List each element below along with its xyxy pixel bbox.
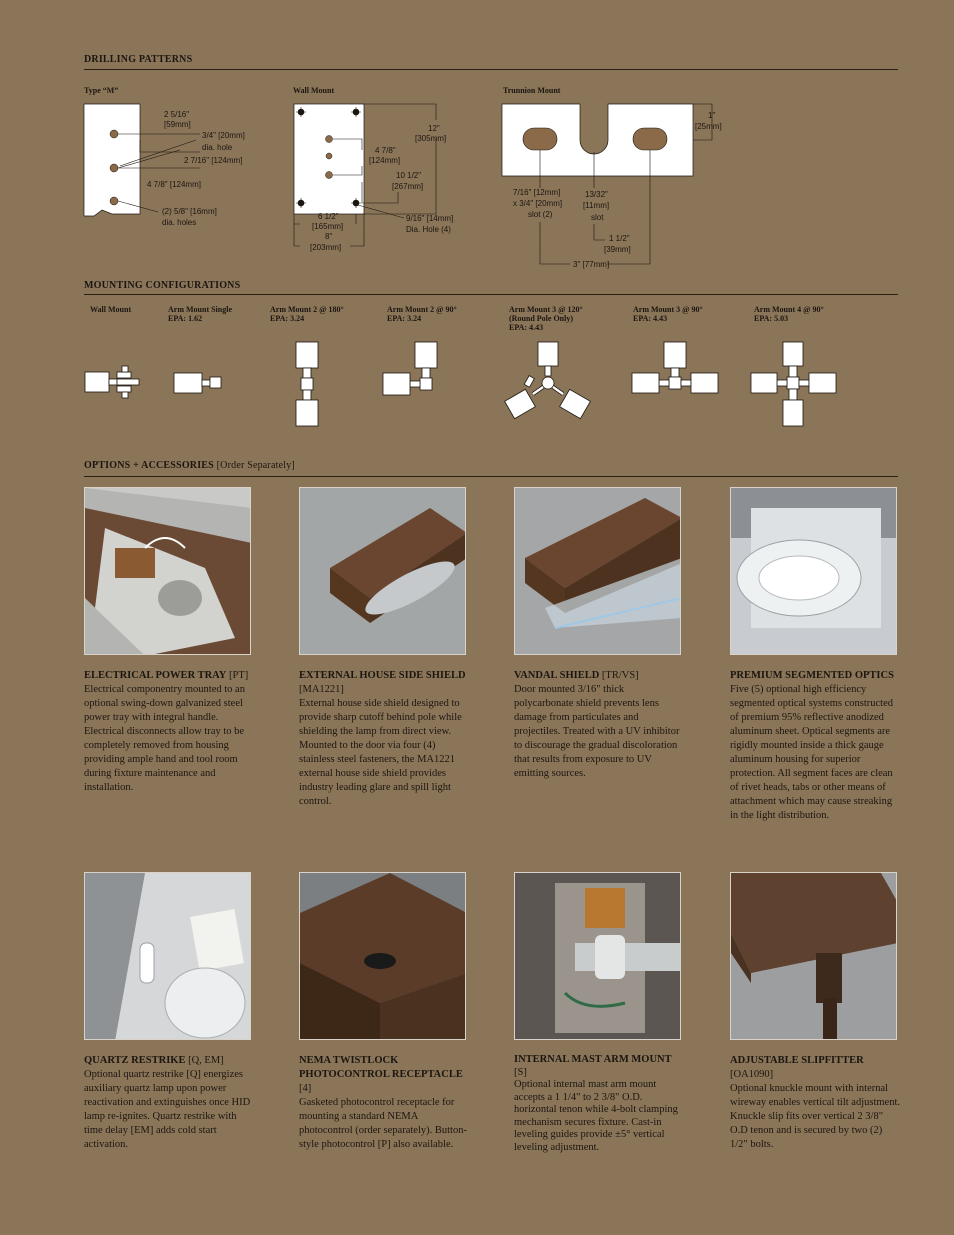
photo-adjustable-slipfitter — [730, 872, 897, 1040]
wall-dim-6b: Dia. Hole (4) — [406, 225, 451, 234]
photo-quartz-restrike — [84, 872, 251, 1040]
mount-single-label: Arm Mount Single EPA: 1.62 — [168, 305, 232, 323]
option-nema-receptacle: NEMA TWISTLOCK PHOTOCONTROL RECEPTACLE [4] Gasketed photocontrol receptacle for mounting a standard NEMA photocontrol (order separately). Button-style photocontrol [P] also available. — [299, 1055, 467, 1150]
wall-dim-5m: [203mm] — [310, 243, 342, 252]
photo-internal-mast-arm — [514, 872, 681, 1040]
mount-2-180-label: Arm Mount 2 @ 180° EPA: 3.24 — [270, 305, 344, 323]
wall-dim-1m: [305mm] — [415, 134, 447, 143]
photo-segmented-optics — [730, 487, 897, 655]
mount-2-90-diagram — [383, 342, 437, 395]
type-m-dim-3: 2 7/16" [124mm] — [184, 156, 243, 165]
trunnion-dim-1: 1" — [708, 111, 716, 120]
wall-mount-label: Wall Mount — [293, 86, 335, 95]
mounting-diagrams — [0, 330, 954, 440]
trunnion-dim-4m: [39mm] — [604, 245, 631, 254]
mount-3-90-label: Arm Mount 3 @ 90° EPA: 4.43 — [633, 305, 703, 323]
type-m-dim-2b: dia. hole — [202, 143, 233, 152]
wall-dim-2: 4 7/8" — [375, 146, 396, 155]
photo-power-tray — [84, 487, 251, 655]
trunnion-dim-4: 1 1/2" — [609, 234, 630, 243]
photo-nema-receptacle — [299, 872, 466, 1040]
mount-3-90-diagram — [632, 342, 718, 393]
mount-4-90-label: Arm Mount 4 @ 90° EPA: 5.03 — [754, 305, 824, 323]
mount-wall-label: Wall Mount — [90, 305, 132, 314]
trunnion-dim-5: 3" [77mm] — [573, 260, 610, 269]
mounting-title: MOUNTING CONFIGURATIONS — [84, 280, 241, 291]
option-house-side-shield: EXTERNAL HOUSE SIDE SHIELD [MA1221] External house side shield designed to provide sharp cutoff behind pole while shielding the lamp from direct view. Mounted to the door via four (4) stainless steel fasteners, the MA1221 external house side shield provides industry leading glare and spill light control. — [299, 670, 466, 807]
photo-house-side-shield — [299, 487, 466, 655]
option-power-tray: ELECTRICAL POWER TRAY [PT] Electrical componentry mounted to an optional swing-down galvanized steel power tray with integral handle. Electrical disconnects allow tray to be completely removed from housing providing ample hand and tool room during fixture maintenance and installation. — [84, 670, 249, 793]
options-title: OPTIONS + ACCESSORIES [Order Separately] — [84, 460, 295, 471]
trunnion-dim-2: 7/16" [12mm] — [513, 188, 561, 197]
mount-2-90-label: Arm Mount 2 @ 90° EPA: 3.24 — [387, 305, 457, 323]
type-m-dim-1m: [59mm] — [164, 120, 191, 129]
mount-single-diagram — [174, 373, 221, 393]
trunnion-dim-3b: slot — [591, 213, 604, 222]
type-m-dim-4: 4 7/8" [124mm] — [147, 180, 201, 189]
type-m-diagram — [84, 104, 245, 227]
wall-dim-4: 6 1/2" — [318, 212, 339, 221]
trunnion-dim-3: 13/32" — [585, 190, 608, 199]
wall-mount-diagram — [294, 104, 453, 252]
mount-wall-diagram — [85, 366, 139, 398]
trunnion-dim-3m: [11mm] — [583, 201, 610, 210]
mount-4-90-diagram — [751, 342, 836, 426]
wall-dim-6: 9/16" [14mm] — [406, 214, 454, 223]
option-internal-mast-arm: INTERNAL MAST ARM MOUNT [S] Optional internal mast arm mount accepts a 1 1/4" to 2 3/8" O.D. horizontal tenon while 4-bolt clamping mechanism secures fixture. Cast-in leveling guides provide ±5° vertical leveling adjustment. — [514, 1054, 678, 1153]
drilling-patterns-title: DRILLING PATTERNS — [84, 54, 193, 65]
trunnion-dim-2b: x 3/4" [20mm] — [513, 199, 563, 208]
drilling-diagrams — [0, 0, 954, 280]
type-m-dim-5b: dia. holes — [162, 218, 197, 227]
option-segmented-optics: PREMIUM SEGMENTED OPTICS Five (5) optional high efficiency segmented optical systems constructed of premium 95% reflective anodized aluminum sheet. Optical segments are rigidly mounted inside a thick gauge aluminum housing for superior protection. All segment faces are clean of rivet heads, tabs or other means of attachment which may cause streaking in the light distribution. — [730, 670, 894, 821]
option-adjustable-slipfitter: ADJUSTABLE SLIPFITTER [OA1090] Optional knuckle mount with internal wireway enables vertical tilt adjustment. Knuckle slip fits over vertical 2 3/8" O.D tenon and is secured by two (2) 1/2" bolts. — [730, 1055, 900, 1150]
wall-dim-3: 10 1/2" — [396, 171, 422, 180]
options-rule — [84, 476, 898, 477]
type-m-dim-1: 2 5/16" — [164, 110, 190, 119]
option-vandal-shield: VANDAL SHIELD [TR/VS] Door mounted 3/16" thick polycarbonate shield prevents lens damage from particulates and projectiles. Treated with a UV inhibitor to discourage the gradual discoloration that results from exposure to UV emitting sources. — [514, 670, 680, 779]
trunnion-diagram — [502, 104, 722, 269]
type-m-dim-2: 3/4" [20mm] — [202, 131, 245, 140]
mount-2-180-diagram — [296, 342, 318, 426]
trunnion-dim-2c: slot (2) — [528, 210, 553, 219]
wall-dim-5: 8" — [325, 232, 333, 241]
option-quartz-restrike: QUARTZ RESTRIKE [Q, EM] Optional quartz restrike [Q] energizes auxiliary quartz lamp upon power reactivation and extinguishes once HID lamp re-ignites. Quartz restrike with time delay [EM] adds cold start activation. — [84, 1055, 251, 1150]
type-m-label: Type “M” — [84, 86, 119, 95]
photo-vandal-shield — [514, 487, 681, 655]
wall-dim-2m: [124mm] — [369, 156, 401, 165]
wall-dim-1: 12" — [428, 124, 440, 133]
wall-dim-3m: [267mm] — [392, 182, 424, 191]
trunnion-dim-1m: [25mm] — [695, 122, 722, 131]
mount-3-120-label: Arm Mount 3 @ 120° (Round Pole Only) EPA: 4.43 — [509, 305, 583, 332]
wall-dim-4m: [165mm] — [312, 222, 344, 231]
mount-3-120-diagram — [505, 342, 591, 419]
trunnion-mount-label: Trunnion Mount — [503, 86, 561, 95]
mounting-rule — [84, 294, 898, 295]
type-m-dim-5: (2) 5/8" [16mm] — [162, 207, 217, 216]
